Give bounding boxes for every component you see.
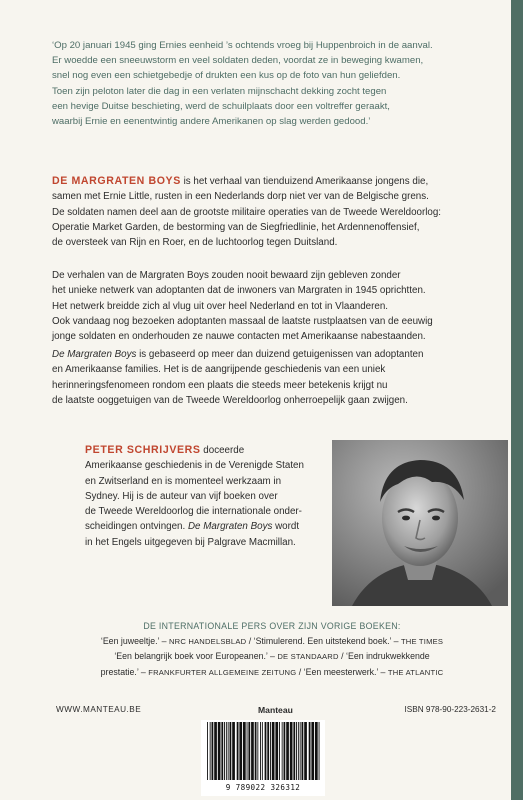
intro-paragraph: DE MARGRATEN BOYS is het verhaal van tienduizend Amerikaanse jongens die, samen met Ernie Little, rusten in een Nederlands dorp niet ver van de Belgische grens. De soldaten namen deel aan de grootste militaire operaties van de Tweede Wereldoorlog: Operatie Market Garden, de bestorming van de Siegfriedlinie, het Ardennenoffensief, de oversteek van Rijn en Roer, en de luchtoorlog tegen Duitsland. (52, 174, 492, 250)
barcode-bar (247, 722, 248, 780)
barcode-bar (257, 722, 258, 780)
barcode-bar (309, 722, 311, 780)
intro-line: De soldaten namen deel aan de grootste militaire operaties van de Tweede Wereldoorlog: (52, 206, 442, 218)
barcode-bar (302, 722, 304, 780)
network-line: De verhalen van de Margraten Boys zouden nooit bewaard zijn gebleven zonder (52, 270, 401, 281)
barcode-bar (293, 722, 295, 780)
opening-quote (52, 38, 492, 129)
bio-line: Amerikaanse geschiedenis in de Verenigde Staten (85, 460, 304, 472)
intro-line: de oversteek van Rijn en Roer, en de luchtoorlog tegen Duitsland. (52, 237, 338, 249)
publisher-website[interactable]: WWW.MANTEAU.BE (56, 705, 142, 714)
bio-line: in het Engels uitgegeven bij Palgrave Macmillan. (85, 536, 296, 548)
barcode-bar (319, 722, 320, 780)
barcode-bar (315, 722, 318, 780)
barcode-bar (282, 722, 283, 780)
intro-line: Operatie Market Garden, de bestorming van de Siegfriedlinie, het Ardennenoffensief, (52, 221, 420, 233)
isbn-number: ISBN 978-90-223-2631-2 (404, 705, 496, 714)
barcode-bar (298, 722, 299, 780)
basis-line: de laatste ooggetuigen van de Tweede Wereldoorlog onherroepelijk gaan zwijgen. (52, 394, 408, 406)
bio-line: Sydney. Hij is de auteur van vijf boeken over (85, 490, 278, 502)
barcode-bar (311, 722, 314, 780)
bio-line: en Zwitserland en is momenteel werkzaam in (85, 475, 282, 487)
quote-line: snel nog even een schietgebedje of drukten een kus op de foto van hun geliefden. (52, 70, 401, 82)
barcode-bar (290, 722, 293, 780)
author-photo (332, 440, 508, 606)
quote-line: Toen zijn peloton later die dag in een verlaten mijnschacht dekking zocht tegen (52, 85, 387, 97)
barcode-bar (251, 722, 254, 780)
barcode-bar (214, 722, 217, 780)
spine-edge (511, 0, 523, 800)
barcode-bar (267, 722, 269, 780)
press-line: prestatie.’ – FRANKFURTER ALLGEMEINE ZEITUNG / ‘Een meesterwerk.’ – THE ATLANTIC (100, 666, 444, 677)
footer-info (56, 695, 496, 721)
network-line: Het netwerk breidde zich al vlug uit over heel Nederland en tot in Vlaanderen. (52, 300, 389, 312)
press-line: ‘Een belangrijk boek voor Europeanen.’ – DE STANDAARD / ‘Een indrukwekkende (114, 651, 430, 661)
barcode-digits: 9 789022 326312 (203, 783, 323, 795)
barcode-bar (279, 722, 280, 780)
barcode-bar (237, 722, 239, 780)
barcode-bar (226, 722, 227, 780)
barcode-bar (232, 722, 235, 780)
barcode-bar (255, 722, 257, 780)
author-bio: PETER SCHRIJVERS doceerde Amerikaanse geschiedenis in de Verenigde Staten en Zwitserland en is momenteel werkzaam in Sydney. Hij is de auteur van vijf boeken over de Tweede Wereldoorlog die internationale onder- scheidingen ontvingen. De Margraten Boys wordt in het Engels uitgegeven bij Palgrave Macmillan. (85, 443, 325, 550)
barcode-bar (207, 722, 208, 780)
press-line: ‘Een juweeltje.’ – NRC HANDELSBLAD / ‘Stimulerend. Een uitstekend boek.’ – THE TIMES (100, 635, 444, 646)
author-name: PETER SCHRIJVERS (85, 444, 201, 456)
barcode-bar (230, 722, 232, 780)
barcode-bar (218, 722, 221, 780)
quote-line: een hevige Duitse beschieting, werd de schuilplaats door een voltreffer geraakt, (52, 100, 390, 112)
press-quotes (50, 619, 494, 680)
barcode-bar (275, 722, 278, 780)
barcode-bar (243, 722, 246, 780)
network-line: Ook vandaag nog bezoeken adoptanten massaal de laatste rustplaatsen van de eeuwig (52, 315, 433, 327)
barcode-bar (228, 722, 229, 780)
barcode-bar (248, 722, 250, 780)
basis-paragraph: De Margraten Boys is gebaseerd op meer dan duizend getuigenissen van adoptanten en Amerikaanse families. Het is de aangrijpende geschiedenis van een uniek herinneringsfenomeen rondom een plaats die steeds meer betekenis krijgt nu de laatste ooggetuigen van de Tweede Wereldoorlog onherroepelijk gaan zwijgen. (52, 347, 492, 408)
quote-line: waarbij Ernie en eenentwintig andere Amerikanen op slag werden gedood.’ (52, 116, 371, 128)
book-title-caps: DE MARGRATEN BOYS (52, 175, 181, 187)
barcode-bar (265, 722, 267, 780)
barcode-bar (239, 722, 242, 780)
barcode-bar (224, 722, 225, 780)
press-heading: DE INTERNATIONALE PERS OVER ZIJN VORIGE BOEKEN: (143, 621, 401, 631)
barcode-bar (212, 722, 214, 780)
barcode-bar (210, 722, 211, 780)
barcode-bar (300, 722, 301, 780)
intro-line: samen met Ernie Little, rusten in een Nederlands dorp niet ver van de Belgische grens. (52, 191, 429, 203)
barcode-bar (270, 722, 271, 780)
quote-line: ‘Op 20 januari 1945 ging Ernies eenheid ’s ochtends vroeg bij Huppenbroich in de aanval. (52, 40, 433, 51)
basis-line: herinneringsfenomeen rondom een plaats die steeds meer betekenis krijgt nu (52, 379, 388, 391)
book-title-italic: De Margraten Boys (52, 349, 137, 360)
network-line: jonge soldaten en onderhouden ze nauwe contacten met Amerikaanse nabestaanden. (52, 331, 426, 343)
publisher-name: Manteau (258, 705, 293, 715)
quote-line: Er woedde een sneeuwstorm en veel soldaten deden, voordat ze in beweging kwamen, (52, 55, 424, 67)
barcode-bar (262, 722, 263, 780)
author-portrait-illustration (332, 440, 508, 606)
network-line: het unieke netwerk van adoptanten dat de inwoners van Margraten in 1945 oprichtten. (52, 285, 426, 297)
bio-line: de Tweede Wereldoorlog die internationale onder- (85, 506, 302, 518)
barcode-bar (272, 722, 275, 780)
barcode-bar (304, 722, 307, 780)
barcode-bar (221, 722, 223, 780)
barcode-bar (260, 722, 261, 780)
barcode-bars (201, 720, 325, 782)
basis-line: en Amerikaanse families. Het is de aangrijpende geschiedenis van een uniek (52, 364, 386, 376)
barcode-bar (296, 722, 297, 780)
barcode-bar (284, 722, 286, 780)
network-paragraph (52, 268, 492, 344)
barcode-bar (286, 722, 289, 780)
